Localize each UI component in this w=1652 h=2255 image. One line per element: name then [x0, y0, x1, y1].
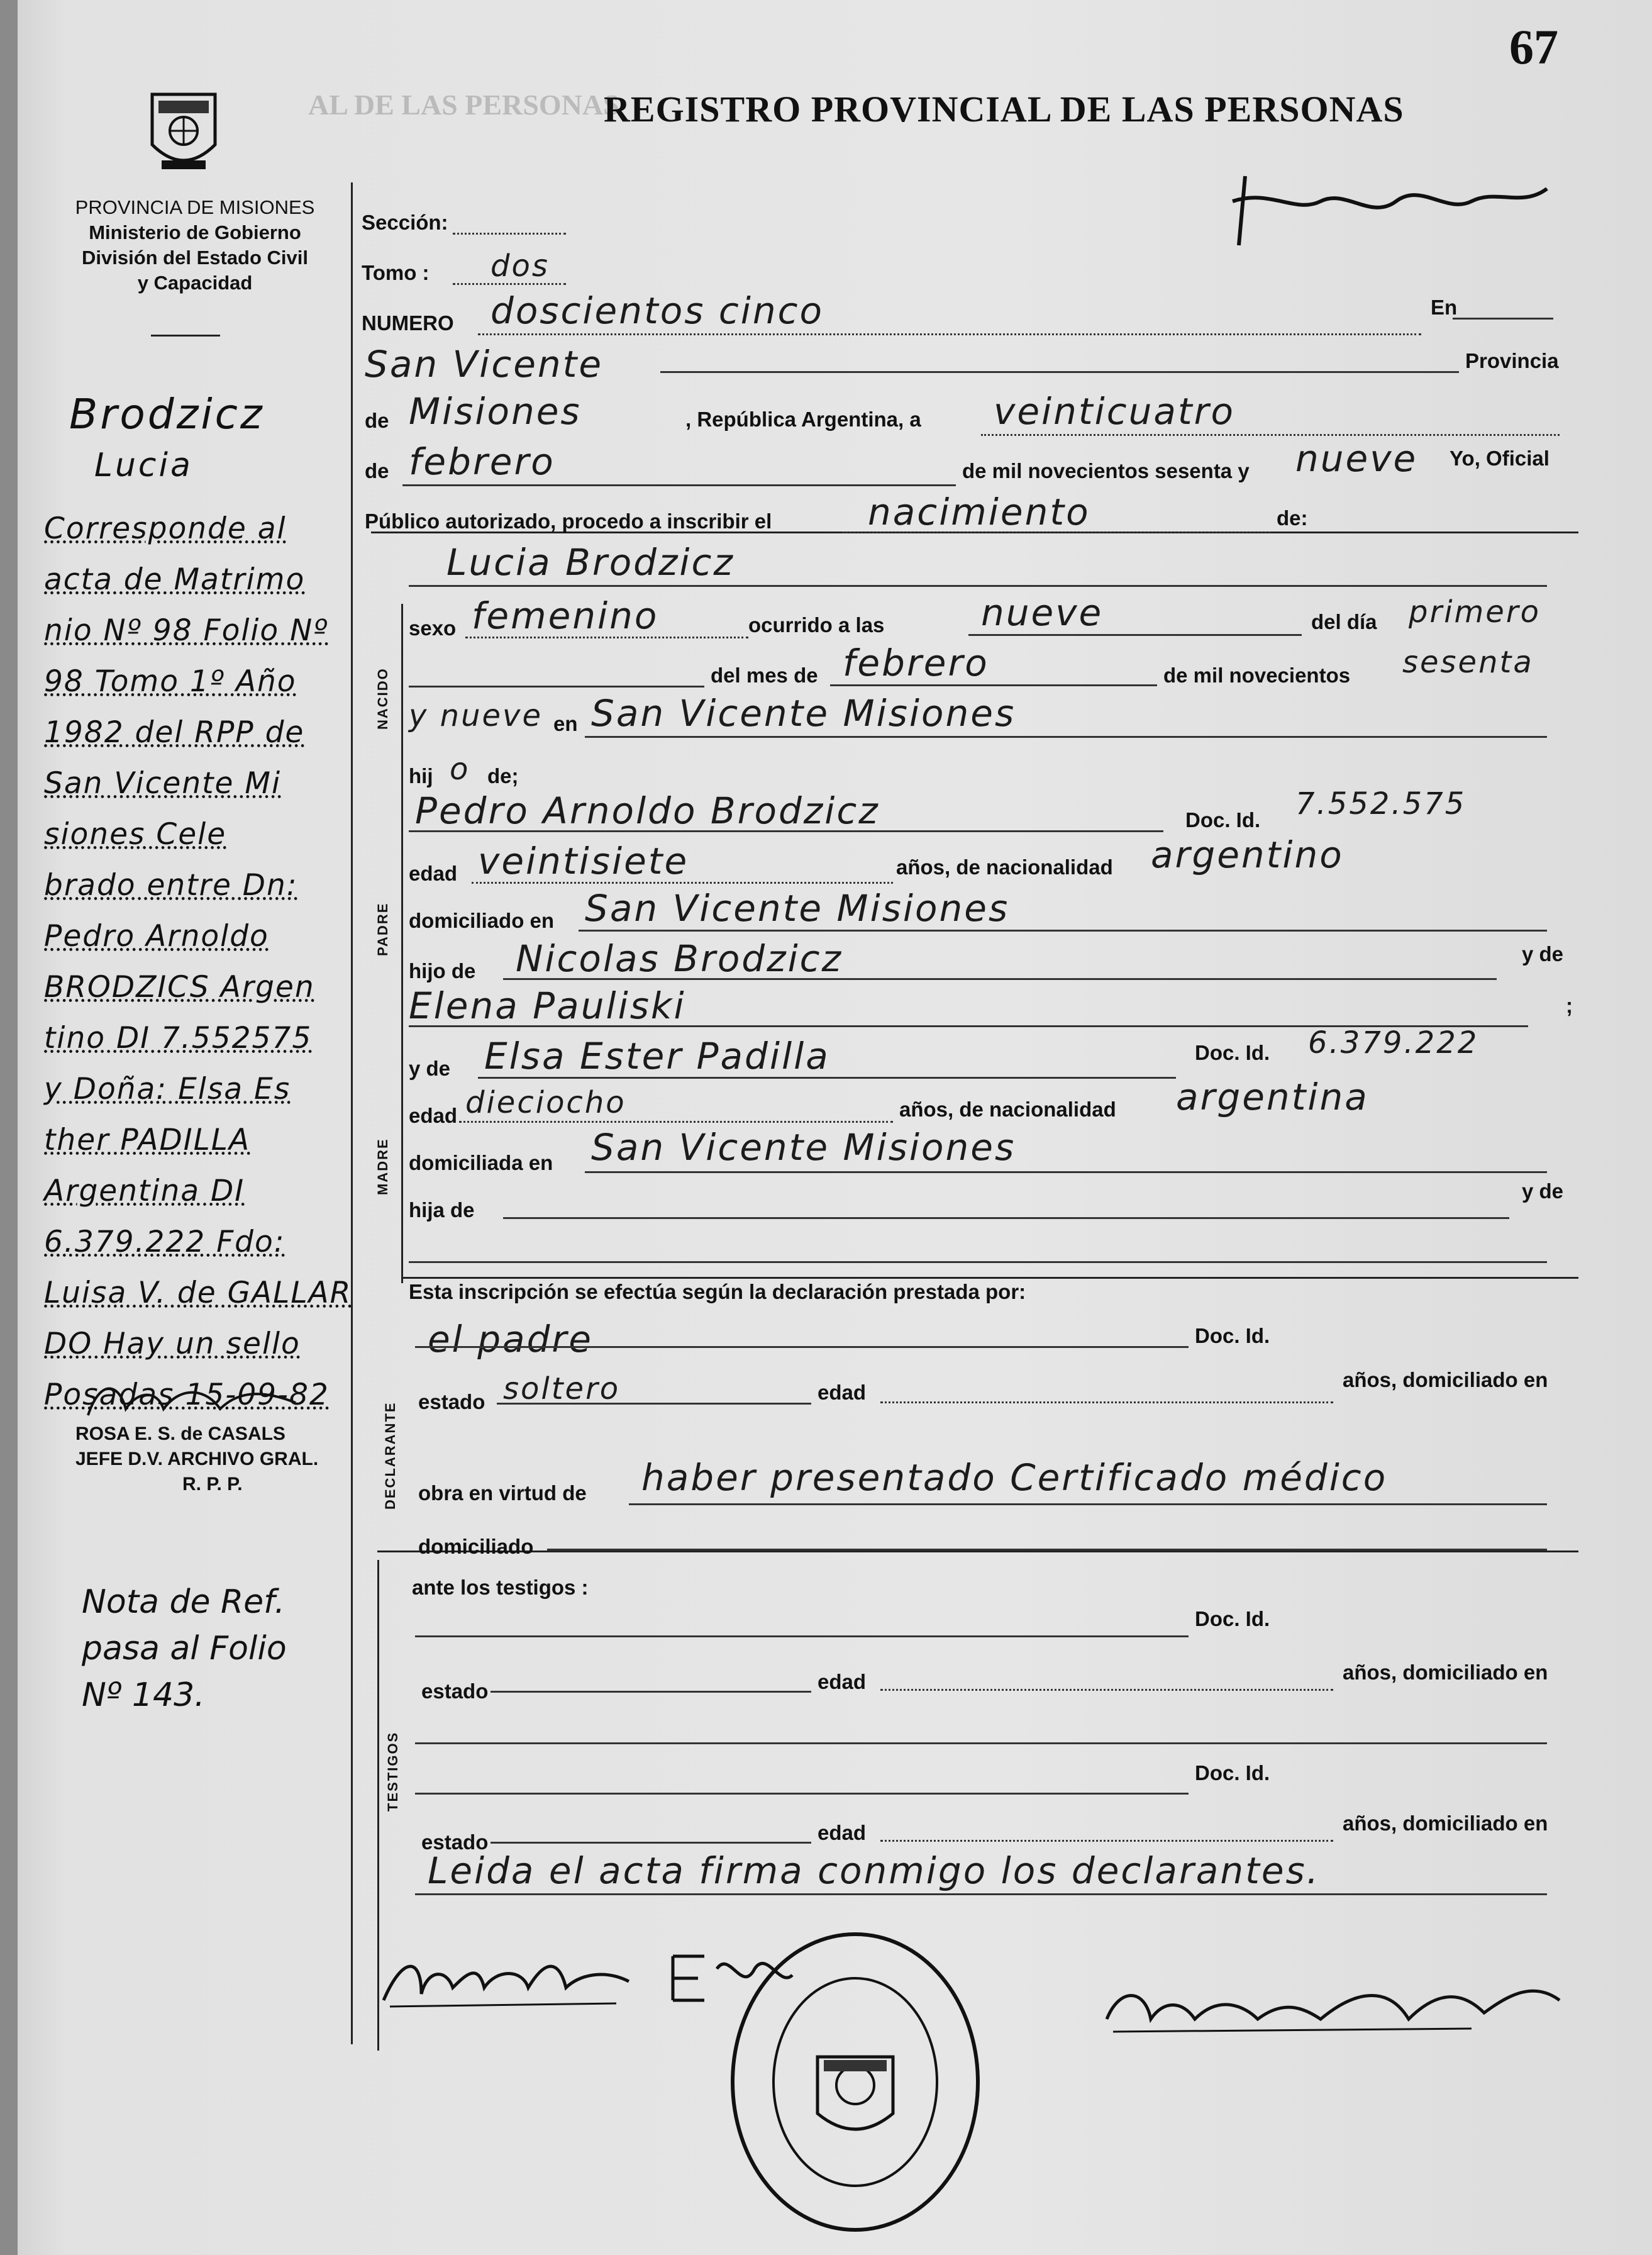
padre-anos-nac-label: años, de nacionalidad — [896, 855, 1113, 879]
semicolon-label: ; — [1566, 994, 1573, 1017]
hija-de-line2 — [409, 1261, 1547, 1263]
margin-line: Pedro Arnoldo — [44, 919, 269, 954]
madre-doc-label: Doc. Id. — [1195, 1041, 1270, 1064]
declarante-section-bottom — [377, 1551, 1578, 1552]
hijo-de-label: hijo de — [409, 959, 476, 983]
officer-signature-icon — [1094, 1969, 1572, 2051]
madre-nombre-line — [478, 1077, 1176, 1079]
tomo-value: dos — [491, 248, 550, 284]
testigo1-edad-line — [880, 1689, 1333, 1691]
folio-number: 67 — [1509, 19, 1558, 74]
padre-nacionalidad-value: argentino — [1151, 833, 1344, 876]
section-column-divider — [401, 604, 403, 1283]
en-label: En — [1431, 296, 1458, 319]
testigo2-estado-label: estado — [421, 1830, 489, 1854]
testigo1-doc-label: Doc. Id. — [1195, 1607, 1270, 1630]
seccion-line — [453, 233, 566, 235]
margin-line: 6.379.222 Fdo: — [44, 1225, 285, 1259]
localidad-line — [660, 371, 1459, 373]
declarante-estado-label: estado — [418, 1390, 485, 1413]
del-dia-label: del día — [1311, 610, 1377, 633]
tomo-line — [453, 283, 566, 285]
province-crest-icon — [140, 82, 228, 182]
margin-given-name: Lucia — [94, 447, 193, 484]
lugar-nac-line — [585, 736, 1547, 738]
office-ministry: Ministerio de Gobierno — [89, 221, 301, 243]
ref-note-line: pasa al Folio — [82, 1630, 287, 1668]
lugar-nac-value: San Vicente Misiones — [591, 692, 1016, 735]
declarante-estado-value: soltero — [503, 1371, 621, 1406]
mes-line — [402, 484, 956, 486]
madre-edad-label: edad — [409, 1104, 458, 1127]
stamp-name: ROSA E. S. de CASALS — [75, 1423, 285, 1444]
dia-letra-value: veinticuatro — [994, 390, 1235, 433]
provincia-value: Misiones — [409, 390, 582, 433]
anio-nac2-value: y nueve — [409, 698, 543, 733]
testigo2-anos-dom-label: años, domiciliado en — [1343, 1812, 1548, 1835]
tomo-label: Tomo : — [362, 261, 430, 284]
nombre-value: Lucia Brodzicz — [446, 541, 735, 584]
margin-line: Luisa V. de GALLAR — [44, 1276, 352, 1310]
declarante-edad-label: edad — [818, 1381, 867, 1404]
hija-y-de-label: y de — [1522, 1179, 1564, 1203]
padre-nombre-line — [409, 830, 1163, 832]
abuelo-line — [503, 978, 1497, 980]
sexo-value: femenino — [472, 594, 659, 637]
del-mes-label: del mes de — [711, 664, 818, 687]
hora-line — [968, 634, 1302, 636]
margin-line: Corresponde al — [44, 511, 287, 546]
ocurrido-label: ocurrido a las — [748, 613, 885, 637]
margin-line: BRODZICS Argen — [44, 970, 315, 1005]
margin-line: Posadas 15-09-82 — [44, 1378, 330, 1412]
hij-label: hij — [409, 764, 433, 788]
de-colon-label: de: — [1277, 506, 1308, 530]
anio-nac-value: sesenta — [1402, 645, 1534, 680]
mes-nac-line-pre — [409, 686, 704, 688]
madre-section-bottom — [402, 1277, 1578, 1279]
margin-line: y Doña: Elsa Es — [44, 1072, 291, 1106]
testigo1-line — [415, 1635, 1189, 1637]
en2-label: en — [553, 712, 578, 735]
margin-line: San Vicente Mi — [44, 766, 282, 801]
office-rule — [151, 335, 220, 337]
father-signature-icon — [377, 1944, 641, 2019]
abuelo-value: Nicolas Brodzicz — [516, 937, 843, 980]
declarante-doc-label: Doc. Id. — [1195, 1324, 1270, 1347]
madre-doc-value: 6.379.222 — [1308, 1025, 1479, 1061]
testigo2-edad-label: edad — [818, 1821, 867, 1844]
domiciliado-line — [547, 1549, 1547, 1551]
reference-note — [82, 1579, 287, 1718]
de-mil-nov-label: de mil novecientos — [1163, 664, 1351, 687]
republica-label: , República Argentina, a — [685, 408, 921, 431]
nombre-line — [409, 585, 1547, 587]
declarante-line — [415, 1346, 1189, 1348]
obra-line — [629, 1503, 1547, 1505]
mes-nac-line — [830, 684, 1157, 686]
abuela-value: Elena Pauliski — [409, 984, 686, 1027]
sexo-label: sexo — [409, 616, 457, 640]
madre-anos-nac-label: años, de nacionalidad — [899, 1098, 1116, 1121]
y-de-label: y de — [1522, 942, 1564, 966]
dia-nac-value: primero — [1409, 594, 1541, 630]
stamp-role: JEFE D.V. ARCHIVO GRAL. — [75, 1449, 319, 1469]
cierre-value: Leida el acta firma conmigo los declarantes. — [428, 1849, 1321, 1892]
de-label: de — [365, 409, 389, 432]
padre-nombre-value: Pedro Arnoldo Brodzicz — [415, 789, 880, 832]
margin-line: brado entre Dn: — [44, 868, 298, 903]
office-capacity: y Capacidad — [137, 272, 253, 294]
document-title: REGISTRO PROVINCIAL DE LAS PERSONAS — [604, 89, 1404, 130]
padre-domicilio-label: domiciliado en — [409, 909, 555, 932]
declarante-edad-line — [880, 1401, 1333, 1403]
en-line — [1453, 318, 1553, 320]
madre-domicilio-line — [585, 1171, 1547, 1173]
declarante-value: el padre — [428, 1318, 593, 1361]
mes-nac-value: febrero — [843, 642, 989, 684]
numero-label: NUMERO — [362, 311, 454, 335]
publico-label: Público autorizado, procedo a inscribir el — [365, 509, 772, 533]
ministry-seal-icon — [723, 1925, 987, 2239]
declarante-anos-dom-label: años, domiciliado en — [1343, 1368, 1548, 1391]
declarante-estado-line — [497, 1403, 811, 1405]
margin-line: DO Hay un sello — [44, 1327, 301, 1361]
bleed-through-title: AL DE LAS PERSONAS — [308, 89, 619, 121]
hija-de-line — [503, 1217, 1509, 1219]
ref-note-line: Nota de Ref. — [82, 1583, 285, 1621]
archive-stamp — [75, 1422, 318, 1497]
office-province: PROVINCIA DE MISIONES — [75, 196, 315, 218]
hija-de-label: hija de — [409, 1198, 475, 1222]
ante-testigos-label: ante los testigos : — [412, 1576, 589, 1599]
madre-edad-line — [459, 1121, 893, 1123]
madre-domicilio-value: San Vicente Misiones — [591, 1126, 1016, 1169]
seccion-label: Sección: — [362, 211, 448, 234]
hora-value: nueve — [981, 591, 1104, 634]
madre-side-label: MADRE — [375, 1138, 391, 1195]
hij-suffix-value: o — [450, 752, 470, 787]
localidad-value: San Vicente — [365, 343, 604, 386]
testigo1-estado-label: estado — [421, 1679, 489, 1703]
padre-edad-line — [472, 882, 893, 884]
nacido-side-label: NACIDO — [375, 667, 391, 730]
acto-line — [843, 532, 1270, 533]
testigo1-estado-line — [491, 1691, 811, 1693]
margin-line: siones Cele — [44, 817, 227, 852]
margin-line: ther PADILLA — [44, 1123, 251, 1157]
testigos-side-label: TESTIGOS — [385, 1731, 401, 1812]
acto-value: nacimiento — [868, 491, 1090, 533]
padre-domicilio-value: San Vicente Misiones — [585, 887, 1010, 930]
stamp-rpp: R. P. P. — [182, 1474, 243, 1495]
testigo2-edad-line — [880, 1840, 1333, 1842]
margin-line: 98 Tomo 1º Año — [44, 664, 297, 699]
padre-side-label: PADRE — [375, 902, 391, 956]
ref-note-line: Nº 143. — [82, 1676, 205, 1714]
sexo-line — [465, 637, 748, 638]
de2-label: de — [365, 459, 389, 482]
de-semi-label: de; — [487, 764, 519, 788]
margin-line: nio Nº 98 Folio Nº — [44, 613, 329, 648]
madre-nacionalidad-value: argentina — [1176, 1076, 1369, 1118]
provincia-label: Provincia — [1465, 349, 1559, 372]
padre-domicilio-line — [579, 930, 1547, 932]
testigo1-dom-line — [415, 1742, 1547, 1744]
dia-letra-line — [981, 434, 1560, 436]
testigo2-line — [415, 1793, 1189, 1795]
testigo1-edad-label: edad — [818, 1670, 867, 1693]
cierre-line — [415, 1893, 1547, 1895]
padre-doc-value: 7.552.575 — [1295, 786, 1466, 821]
madre-y-de-label: y de — [409, 1057, 451, 1080]
testigo2-doc-label: Doc. Id. — [1195, 1761, 1270, 1785]
obra-label: obra en virtud de — [418, 1481, 587, 1505]
margin-annotation — [44, 503, 371, 1420]
anio-suffix-value: nueve — [1295, 437, 1418, 480]
yo-oficial-label: Yo, Oficial — [1450, 447, 1549, 470]
inscripcion-label: Esta inscripción se efectúa según la declaración prestada por: — [409, 1280, 1026, 1303]
top-signature-icon — [1220, 164, 1572, 264]
testigo1-anos-dom-label: años, domiciliado en — [1343, 1661, 1548, 1684]
margin-line: acta de Matrimo — [44, 562, 306, 597]
margin-line: Argentina DI — [44, 1174, 245, 1208]
numero-line — [478, 333, 1421, 335]
margin-line: 1982 del RPP de — [44, 715, 305, 750]
madre-edad-value: dieciocho — [465, 1085, 626, 1120]
padre-edad-label: edad — [409, 862, 458, 885]
padre-doc-label: Doc. Id. — [1185, 808, 1261, 832]
office-division: División del Estado Civil — [81, 247, 309, 269]
padre-edad-value: veintisiete — [478, 840, 689, 883]
page-binding-edge — [0, 0, 18, 2255]
numero-value: doscientos cinco — [491, 289, 824, 332]
mil-nov-sesenta-label: de mil novecientos sesenta y — [962, 459, 1250, 482]
mes-value: febrero — [409, 440, 555, 483]
issuing-office — [31, 195, 358, 296]
margin-line: tino DI 7.552575 — [44, 1021, 313, 1055]
declarante-side-label: DECLARANTE — [382, 1401, 398, 1510]
madre-domicilio-label: domiciliada en — [409, 1151, 553, 1174]
obra-value: haber presentado Certificado médico — [641, 1456, 1388, 1499]
domiciliado-label: domiciliado — [418, 1535, 534, 1558]
margin-surname: Brodzicz — [69, 390, 265, 438]
madre-nombre-value: Elsa Ester Padilla — [484, 1035, 830, 1077]
testigo2-estado-line — [491, 1842, 811, 1844]
